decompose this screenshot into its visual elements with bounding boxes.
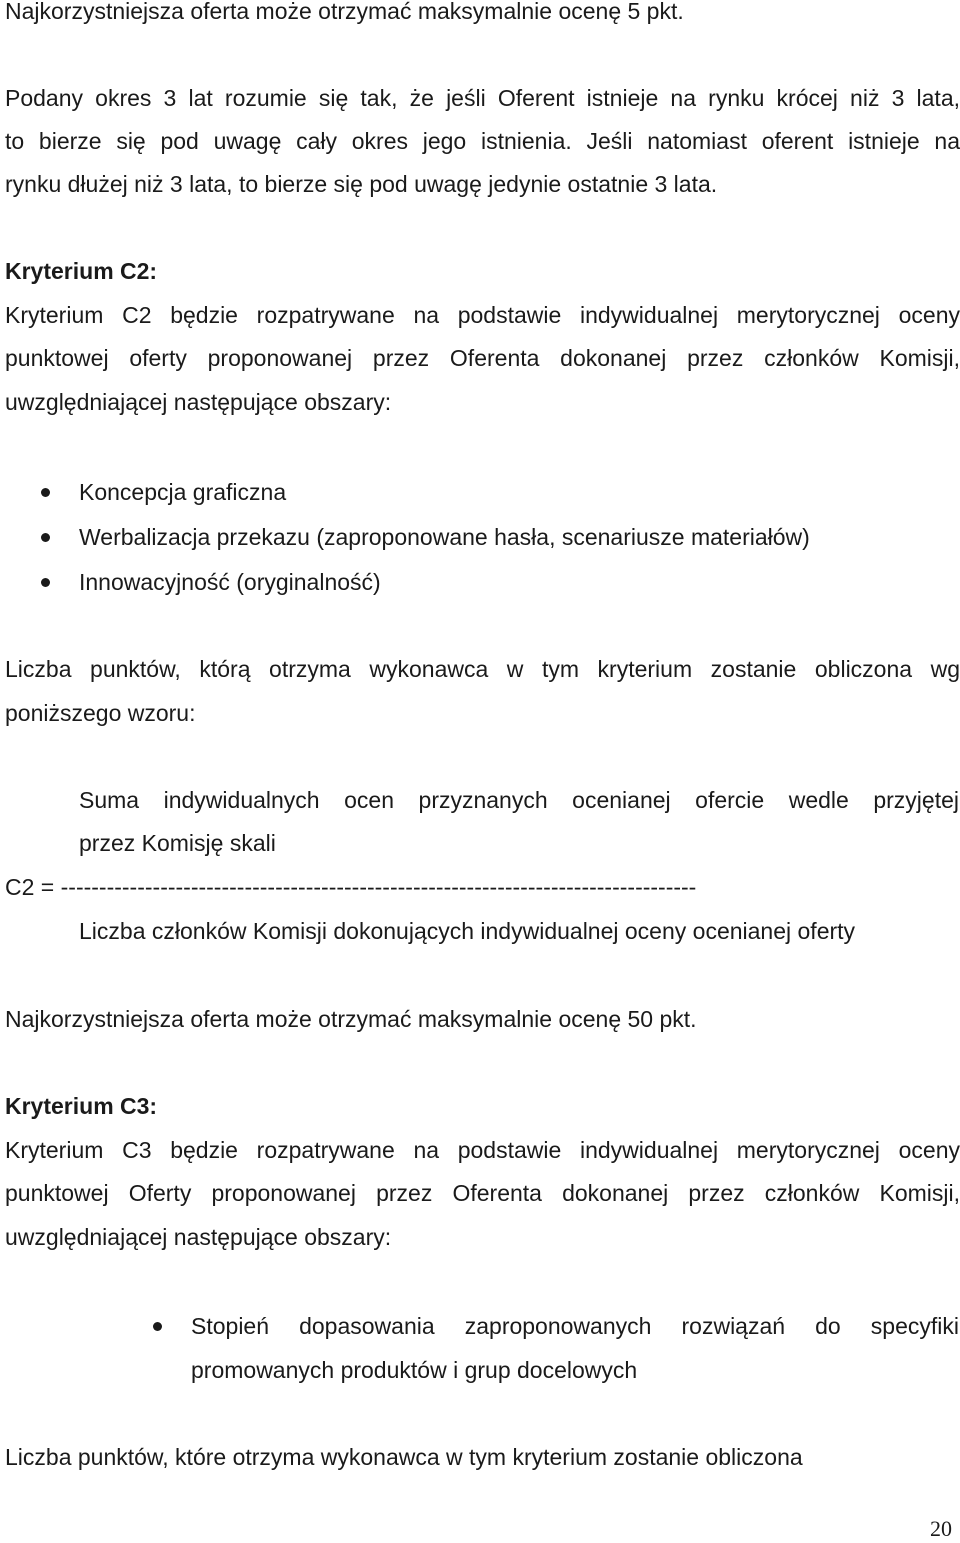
page-number: 20 — [930, 1516, 952, 1541]
criterion-c2-bullet-2: Werbalizacja przekazu (zaproponowane hasła, scenariusze materiałów) — [79, 524, 810, 550]
formula-divider: ----------------------------------------------------------------------------------- — [60, 874, 697, 900]
criterion-c3-heading: Kryterium C3: — [5, 1093, 158, 1119]
criterion-c2-heading: Kryterium C2: — [5, 258, 158, 284]
criterion-c3-body-line-3: uwzględniającej następujące obszary: — [5, 1224, 392, 1250]
bullet-icon — [153, 1322, 162, 1331]
period-paragraph-line-1: Podany okres 3 lat rozumie się tak, że jeśli Oferent istnieje na rynku krócej niż 3 lata, — [5, 85, 960, 111]
criterion-c2-points-line-2: poniższego wzoru: — [5, 700, 196, 726]
criterion-c2-body-line-2: punktowej oferty proponowanej przez Oferenta dokonanej przez członków Komisji, — [5, 345, 960, 371]
criterion-c2-bullet-3: Innowacyjność (oryginalność) — [79, 569, 381, 595]
formula-denominator: Liczba członków Komisji dokonujących indywidualnej oceny ocenianej oferty — [79, 918, 856, 944]
max-score-c1-text: Najkorzystniejsza oferta może otrzymać maksymalnie ocenę 5 pkt. — [5, 0, 684, 24]
formula-fraction-line — [5, 872, 696, 902]
max-score-c2-text: Najkorzystniejsza oferta może otrzymać maksymalnie ocenę 50 pkt. — [5, 1006, 697, 1032]
criterion-c2-bullet-1: Koncepcja graficzna — [79, 479, 287, 505]
criterion-c3-bullet-1-line-2: promowanych produktów i grup docelowych — [191, 1357, 638, 1383]
formula-lhs: C2 = — [5, 874, 61, 900]
criterion-c3-bullet-1-line-1: Stopień dopasowania zaproponowanych rozwiązań do specyfiki — [191, 1313, 959, 1339]
bullet-icon — [41, 533, 50, 542]
bullet-icon — [41, 488, 50, 497]
bullet-icon — [41, 578, 50, 587]
criterion-c3-body-line-2: punktowej Oferty proponowanej przez Oferenta dokonanej przez członków Komisji, — [5, 1180, 960, 1206]
criterion-c2-body-line-1: Kryterium C2 będzie rozpatrywane na podstawie indywidualnej merytorycznej oceny — [5, 302, 960, 328]
criterion-c3-body-line-1: Kryterium C3 będzie rozpatrywane na podstawie indywidualnej merytorycznej oceny — [5, 1137, 960, 1163]
formula-numerator-line-1: Suma indywidualnych ocen przyznanych ocenianej ofercie wedle przyjętej — [79, 787, 959, 813]
criterion-c2-body-line-3: uwzględniającej następujące obszary: — [5, 389, 392, 415]
criterion-c2-points-line-1: Liczba punktów, którą otrzyma wykonawca w tym kryterium zostanie obliczona wg — [5, 656, 960, 682]
formula-numerator-line-2: przez Komisję skali — [79, 830, 276, 856]
period-paragraph-line-2: to bierze się pod uwagę cały okres jego istnienia. Jeśli natomiast oferent istnieje na — [5, 128, 960, 154]
criterion-c3-points-text: Liczba punktów, które otrzyma wykonawca w tym kryterium zostanie obliczona — [5, 1444, 803, 1470]
period-paragraph-line-3: rynku dłużej niż 3 lata, to bierze się pod uwagę jedynie ostatnie 3 lata. — [5, 171, 718, 197]
